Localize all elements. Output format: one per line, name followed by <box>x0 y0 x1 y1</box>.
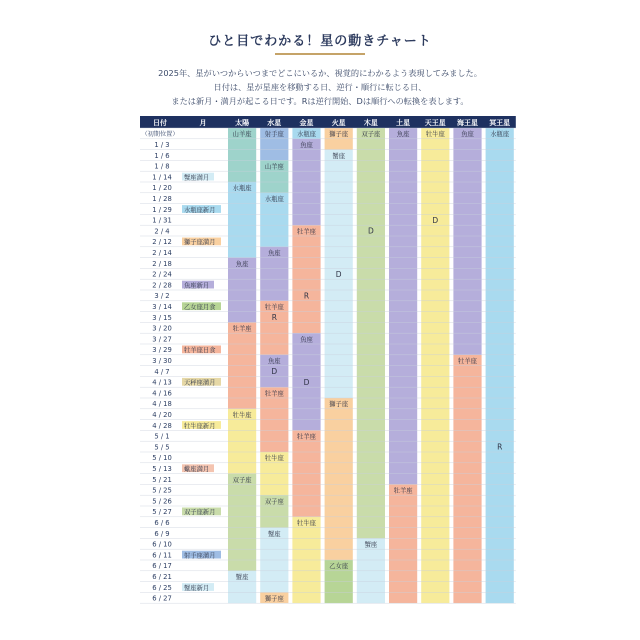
date-cell: 1 / 8 <box>154 162 170 171</box>
header-planet-8: 海王星 <box>457 118 478 127</box>
retrograde-mark: D <box>368 226 374 236</box>
planet-sign-label: 牡羊座 <box>458 358 477 365</box>
planet-sign-label: 牡牛座 <box>425 131 445 139</box>
retrograde-mark: D <box>432 215 439 225</box>
moon-event-label: 射手座満月 <box>184 552 216 560</box>
header-planet-4: 火星 <box>331 118 346 127</box>
moon-event-label: 水瓶座新月 <box>184 206 216 214</box>
date-cell: 3 / 15 <box>152 313 172 322</box>
planet-sign-label: 蟹座 <box>268 530 281 538</box>
planet-sign-label: 牡羊座 <box>264 390 284 398</box>
planet-6-segment-aries <box>389 484 417 603</box>
page-title: ひと目でわかる！星の動きチャート <box>208 34 432 49</box>
date-cell: （初期位置） <box>141 131 179 139</box>
date-cell: 5 / 10 <box>152 454 172 463</box>
planet-sign-label: 牡羊座 <box>232 325 252 333</box>
planet-8-segment-pisces <box>453 128 481 355</box>
header-planet-5: 木星 <box>363 118 378 127</box>
date-cell: 4 / 13 <box>152 378 172 387</box>
date-cell: 1 / 3 <box>154 141 170 149</box>
header-planet-3: 金星 <box>299 118 314 127</box>
date-cell: 4 / 16 <box>152 389 172 398</box>
date-cell: 6 / 21 <box>152 573 172 581</box>
date-cell: 6 / 6 <box>154 519 170 527</box>
planet-sign-label: 蟹座 <box>364 541 378 549</box>
intro-text <box>0 66 640 108</box>
planet-sign-label: 魚座 <box>396 131 410 139</box>
planet-sign-label: 射手座 <box>264 131 284 139</box>
planet-sign-label: 水瓶座 <box>232 185 252 193</box>
header-planet-9: 冥王星 <box>489 118 511 127</box>
date-cell: 3 / 30 <box>152 357 172 365</box>
planet-sign-label: 双子座 <box>361 131 381 139</box>
planet-sign-label: 水瓶座 <box>264 196 284 203</box>
planet-sign-label: 魚座 <box>300 142 313 149</box>
date-cell: 5 / 5 <box>154 443 170 452</box>
date-cell: 1 / 14 <box>152 173 172 182</box>
retrograde-mark: D <box>303 377 310 387</box>
date-cell: 6 / 27 <box>152 594 172 603</box>
retrograde-mark: R <box>303 291 310 301</box>
date-cell: 2 / 24 <box>152 270 172 279</box>
retrograde-mark: R <box>497 442 503 452</box>
moon-event-label: 双子座新月 <box>184 509 216 517</box>
date-cell: 3 / 27 <box>152 335 172 344</box>
date-cell: 3 / 20 <box>152 324 172 333</box>
date-cell: 6 / 17 <box>152 562 172 571</box>
date-cell: 2 / 14 <box>152 249 172 257</box>
header-planet-6: 土星 <box>396 118 411 127</box>
moon-event-label: 乙女座月食 <box>184 304 216 311</box>
planet-sign-label: 牡羊座 <box>297 433 316 441</box>
planet-sign-label: 乙女座 <box>329 563 349 571</box>
date-cell: 1 / 28 <box>152 195 172 203</box>
date-cell: 1 / 6 <box>154 151 170 160</box>
date-cell: 2 / 18 <box>152 259 172 268</box>
planet-sign-label: 水瓶座 <box>297 131 316 139</box>
moon-event-label: 蠍座満月 <box>184 466 210 473</box>
date-cell: 4 / 18 <box>152 400 172 409</box>
planet-sign-label: 蟹座 <box>235 574 249 581</box>
date-cell: 3 / 29 <box>152 346 172 355</box>
planet-sign-label: 双子座 <box>232 476 252 484</box>
planet-sign-label: 獅子座 <box>329 131 349 139</box>
planet-sign-label: 牡牛座 <box>297 520 316 527</box>
planet-sign-label: 牡羊座 <box>393 487 413 495</box>
date-cell: 2 / 4 <box>154 227 170 236</box>
header-planet-7: 天王星 <box>424 118 446 127</box>
date-cell: 6 / 9 <box>154 529 170 538</box>
planet-sign-label: 山羊座 <box>264 163 284 171</box>
planet-sign-label: 魚座 <box>268 250 281 257</box>
planet-sign-label: 牡羊座 <box>264 304 284 311</box>
planet-sign-label: 魚座 <box>461 131 474 139</box>
title-underline <box>275 53 365 55</box>
planet-1-segment-gemini <box>228 474 256 571</box>
planet-movement-chart <box>140 116 516 605</box>
date-cell: 5 / 26 <box>152 497 172 506</box>
date-cell: 5 / 21 <box>152 475 172 484</box>
retrograde-mark: D <box>335 269 342 279</box>
moon-event-label: 牡羊座日食 <box>184 347 216 355</box>
planet-sign-label: 牡羊座 <box>297 228 316 236</box>
date-cell: 3 / 2 <box>154 292 170 301</box>
retrograde-mark: D <box>271 367 278 377</box>
intro-line-3: または新月・満月が起こる日です。Rは逆行開始、Dは順行への転換を表します。 <box>171 96 469 106</box>
planet-sign-label: 牡牛座 <box>264 455 284 463</box>
intro-line-1: 2025年、星がいつからいつまでどこにいるか、視覚的にわかるよう表現してみました。 <box>158 68 482 78</box>
header-planet-1: 太陽 <box>235 118 250 127</box>
date-cell: 6 / 25 <box>152 583 172 592</box>
date-cell: 6 / 10 <box>152 540 172 549</box>
planet-sign-label: 魚座 <box>235 260 249 268</box>
intro-line-2: 日付は、星が星座を移動する日、逆行・順行に転じる日、 <box>213 82 427 92</box>
date-cell: 4 / 20 <box>152 411 172 419</box>
date-cell: 4 / 28 <box>152 421 172 430</box>
planet-8-segment-aries <box>453 355 481 603</box>
planet-sign-label: 魚座 <box>300 336 313 344</box>
planet-sign-label: 獅子座 <box>264 595 284 603</box>
planet-sign-label: 双子座 <box>264 498 284 506</box>
date-cell: 5 / 25 <box>152 486 172 495</box>
header-date: 日付 <box>153 118 167 127</box>
planet-4-segment-leo <box>325 398 353 560</box>
moon-event-label: 天秤座満月 <box>184 379 216 387</box>
moon-event-label: 獅子座満月 <box>184 239 216 247</box>
planet-sign-label: 蟹座 <box>332 152 345 160</box>
moon-event-label: 牡牛座新月 <box>184 422 216 430</box>
moon-event-label: 魚座新月 <box>184 282 210 290</box>
date-cell: 1 / 31 <box>152 216 172 225</box>
planet-sign-label: 牡牛座 <box>232 412 252 419</box>
date-cell: 4 / 7 <box>154 367 170 376</box>
header-planet-2: 水星 <box>267 118 282 127</box>
date-cell: 6 / 11 <box>152 551 172 560</box>
date-cell: 5 / 27 <box>152 508 172 517</box>
moon-event-label: 蟹座満月 <box>184 174 210 182</box>
date-cell: 2 / 12 <box>152 238 172 247</box>
date-cell: 5 / 13 <box>152 465 172 473</box>
date-cell: 5 / 1 <box>154 432 170 441</box>
planet-1-segment-aquarius <box>228 182 256 258</box>
moon-event-label: 蟹座新月 <box>184 584 210 592</box>
planet-sign-label: 水瓶座 <box>490 131 510 139</box>
planet-sign-label: 山羊座 <box>232 131 252 139</box>
date-cell: 1 / 20 <box>152 184 172 193</box>
header-moon: 月 <box>199 118 207 127</box>
planet-6-segment-pisces <box>389 128 417 484</box>
planet-sign-label: 獅子座 <box>329 401 349 409</box>
date-cell: 3 / 14 <box>152 303 172 311</box>
date-cell: 1 / 29 <box>152 205 172 214</box>
date-cell: 2 / 28 <box>152 281 172 290</box>
planet-sign-label: 魚座 <box>268 358 281 365</box>
retrograde-mark: R <box>271 313 277 323</box>
